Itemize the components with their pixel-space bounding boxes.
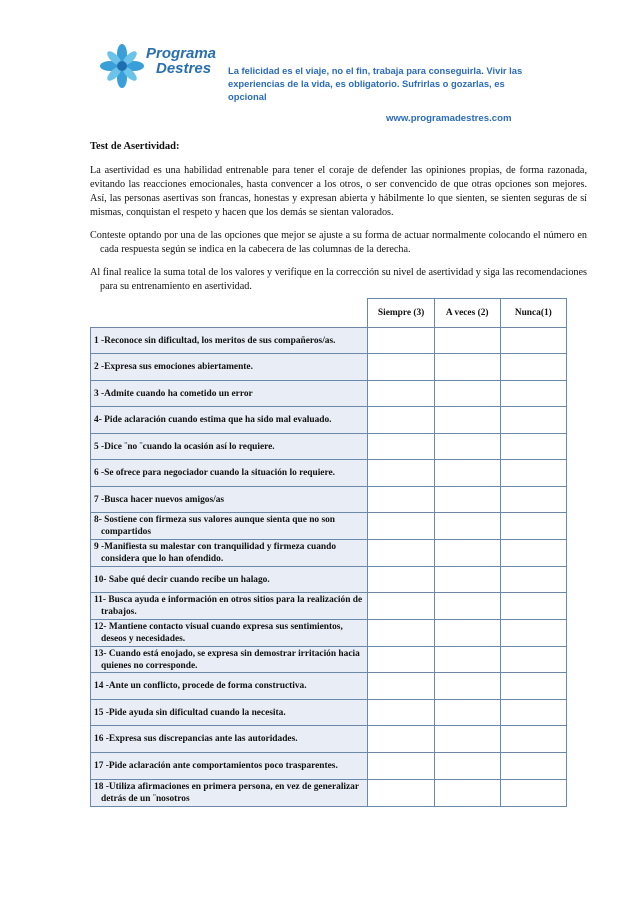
question-text: 13- Cuando está enojado, se expresa sin demostrar irritación hacia quienes no corresponde. [94, 648, 360, 671]
question-text: 9 -Manifiesta su malestar con tranquilidad y firmeza cuando considera que lo han ofendido. [94, 542, 337, 564]
answer-siempre-cell[interactable] [368, 593, 434, 620]
answer-siempre-cell[interactable] [368, 780, 434, 807]
question-cell [91, 487, 368, 513]
answer-a-veces-cell[interactable] [434, 726, 500, 753]
answer-nunca-cell[interactable] [500, 513, 566, 540]
answer-a-veces-cell[interactable] [434, 753, 500, 780]
question-cell [91, 540, 368, 567]
answer-siempre-cell[interactable] [368, 354, 434, 381]
answer-siempre-cell[interactable] [368, 620, 434, 647]
header-a-veces: A veces (2) [434, 299, 500, 328]
table-header-row [91, 299, 567, 328]
question-text: 1 -Reconoce sin dificultad, los meritos de sus compañeros/as. [94, 335, 336, 346]
page-header [0, 0, 638, 135]
answer-nunca-cell[interactable] [500, 700, 566, 726]
table-row [91, 780, 567, 807]
answer-nunca-cell[interactable] [500, 407, 566, 434]
question-text: 15 -Pide ayuda sin dificultad cuando la necesita. [94, 707, 286, 718]
website-link[interactable]: www.programadestres.com [386, 113, 512, 124]
question-text: 18 -Utiliza afirmaciones en primera persona, en vez de generalizar detrás de un ¨nosotros [94, 782, 359, 804]
table-row [91, 620, 567, 647]
question-text: 11- Busca ayuda e información en otros sitios para la realización de trabajos. [94, 595, 363, 617]
instructions-paragraph: Conteste optando por una de las opciones que mejor se ajuste a su forma de actuar normalmente colocando el número en cada respuesta según se indica en la cabecera de las columnas de la derecha. [90, 230, 587, 255]
table-row [91, 726, 567, 753]
question-text: 8- Sostiene con firmeza sus valores aunque sienta que no son compartidos [94, 515, 335, 537]
snowflake-icon [98, 42, 146, 90]
answer-a-veces-cell[interactable] [434, 620, 500, 647]
intro-paragraph: La asertividad es una habilidad entrenable para tener el coraje de defender las opiniones propias, de forma razonada, evitando las reacciones emocionales, hasta convencer a los otros, o ser convencido de que otras opciones son mejores. Así, las personas asertivas son francas, honestas y expresan abierta y hábilmente lo que sienten, se sienten seguras de sí mismas, conquistan el respeto y hacen que los demás se sientan valorados. [90, 165, 587, 218]
answer-a-veces-cell[interactable] [434, 593, 500, 620]
table-row [91, 673, 567, 700]
answer-siempre-cell[interactable] [368, 381, 434, 407]
answer-siempre-cell[interactable] [368, 700, 434, 726]
answer-nunca-cell[interactable] [500, 540, 566, 567]
answer-nunca-cell[interactable] [500, 620, 566, 647]
answer-nunca-cell[interactable] [500, 354, 566, 381]
question-text: 6 -Se ofrece para negociador cuando la situación lo requiere. [94, 468, 335, 478]
table-row [91, 381, 567, 407]
answer-siempre-cell[interactable] [368, 328, 434, 354]
question-cell [91, 620, 368, 647]
answer-a-veces-cell[interactable] [434, 460, 500, 487]
header-blank-cell [91, 299, 368, 328]
question-text: 4- Pide aclaración cuando estima que ha sido mal evaluado. [94, 415, 332, 425]
answer-a-veces-cell[interactable] [434, 354, 500, 381]
answer-nunca-cell[interactable] [500, 647, 566, 673]
answer-a-veces-cell[interactable] [434, 567, 500, 593]
header-nunca: Nunca(1) [500, 299, 566, 328]
answer-siempre-cell[interactable] [368, 513, 434, 540]
answer-siempre-cell[interactable] [368, 487, 434, 513]
page-title: Test de Asertividad: [90, 141, 180, 152]
question-text: 5 -Dice ¨no ¨cuando la ocasión así lo requiere. [94, 441, 275, 452]
table-row [91, 513, 567, 540]
answer-nunca-cell[interactable] [500, 753, 566, 780]
table-row [91, 407, 567, 434]
assertiveness-table [90, 298, 567, 807]
question-text: 12- Mantiene contacto visual cuando expresa sus sentimientos, deseos y necesidades. [94, 622, 343, 644]
table-row [91, 460, 567, 487]
header-siempre: Siempre (3) [368, 299, 434, 328]
answer-a-veces-cell[interactable] [434, 381, 500, 407]
table-row [91, 434, 567, 460]
question-text: 14 -Ante un conflicto, procede de forma constructiva. [94, 681, 307, 691]
question-cell [91, 593, 368, 620]
table-row [91, 328, 567, 354]
question-cell [91, 673, 368, 700]
answer-siempre-cell[interactable] [368, 726, 434, 753]
answer-a-veces-cell[interactable] [434, 540, 500, 567]
answer-nunca-cell[interactable] [500, 567, 566, 593]
table-row [91, 567, 567, 593]
answer-nunca-cell[interactable] [500, 726, 566, 753]
answer-a-veces-cell[interactable] [434, 780, 500, 807]
answer-siempre-cell[interactable] [368, 673, 434, 700]
answer-nunca-cell[interactable] [500, 780, 566, 807]
question-cell [91, 513, 368, 540]
table-row [91, 647, 567, 673]
answer-nunca-cell[interactable] [500, 487, 566, 513]
answer-siempre-cell[interactable] [368, 647, 434, 673]
answer-nunca-cell[interactable] [500, 460, 566, 487]
answer-a-veces-cell[interactable] [434, 487, 500, 513]
table-row [91, 540, 567, 567]
answer-a-veces-cell[interactable] [434, 647, 500, 673]
answer-a-veces-cell[interactable] [434, 407, 500, 434]
answer-a-veces-cell[interactable] [434, 700, 500, 726]
question-cell [91, 753, 368, 780]
question-cell [91, 700, 368, 726]
brand-line1: Programa [146, 45, 217, 62]
answer-siempre-cell[interactable] [368, 753, 434, 780]
table-row [91, 354, 567, 381]
tagline: La felicidad es el viaje, no el fin, trabaja para conseguirla. Vivir las experiencias de la vida, es obligatorio. Sufrirlas o gozarlas, es opcional [228, 65, 523, 102]
table-row [91, 593, 567, 620]
answer-nunca-cell[interactable] [500, 673, 566, 700]
question-cell [91, 434, 368, 460]
question-cell [91, 647, 368, 673]
answer-siempre-cell[interactable] [368, 407, 434, 434]
document-body [90, 140, 587, 303]
question-text: 7 -Busca hacer nuevos amigos/as [94, 494, 225, 505]
answer-a-veces-cell[interactable] [434, 513, 500, 540]
table-row [91, 487, 567, 513]
question-text: 2 -Expresa sus emociones abiertamente. [94, 362, 253, 372]
question-cell [91, 328, 368, 354]
question-text: 16 -Expresa sus discrepancias ante las autoridades. [94, 734, 298, 744]
question-text: 17 -Pide aclaración ante comportamientos poco trasparentes. [94, 761, 338, 771]
answer-siempre-cell[interactable] [368, 434, 434, 460]
table-row [91, 753, 567, 780]
answer-nunca-cell[interactable] [500, 328, 566, 354]
answer-a-veces-cell[interactable] [434, 434, 500, 460]
question-cell [91, 354, 368, 381]
answer-nunca-cell[interactable] [500, 434, 566, 460]
scoring-paragraph: Al final realice la suma total de los valores y verifique en la corrección su nivel de asertividad y siga las recomendaciones para su entrenamiento en asertividad. [90, 267, 587, 292]
question-cell [91, 407, 368, 434]
question-text: 10- Sabe qué decir cuando recibe un halago. [94, 574, 270, 585]
brand-name [146, 46, 216, 76]
answer-nunca-cell[interactable] [500, 381, 566, 407]
table-row [91, 700, 567, 726]
answer-siempre-cell[interactable] [368, 567, 434, 593]
question-cell [91, 460, 368, 487]
question-cell [91, 780, 368, 807]
answer-siempre-cell[interactable] [368, 540, 434, 567]
question-text: 3 -Admite cuando ha cometido un error [94, 388, 253, 399]
answer-siempre-cell[interactable] [368, 460, 434, 487]
brand-line2: Destres [156, 60, 212, 77]
question-cell [91, 726, 368, 753]
answer-nunca-cell[interactable] [500, 593, 566, 620]
question-cell [91, 381, 368, 407]
answer-a-veces-cell[interactable] [434, 673, 500, 700]
question-cell [91, 567, 368, 593]
answer-a-veces-cell[interactable] [434, 328, 500, 354]
